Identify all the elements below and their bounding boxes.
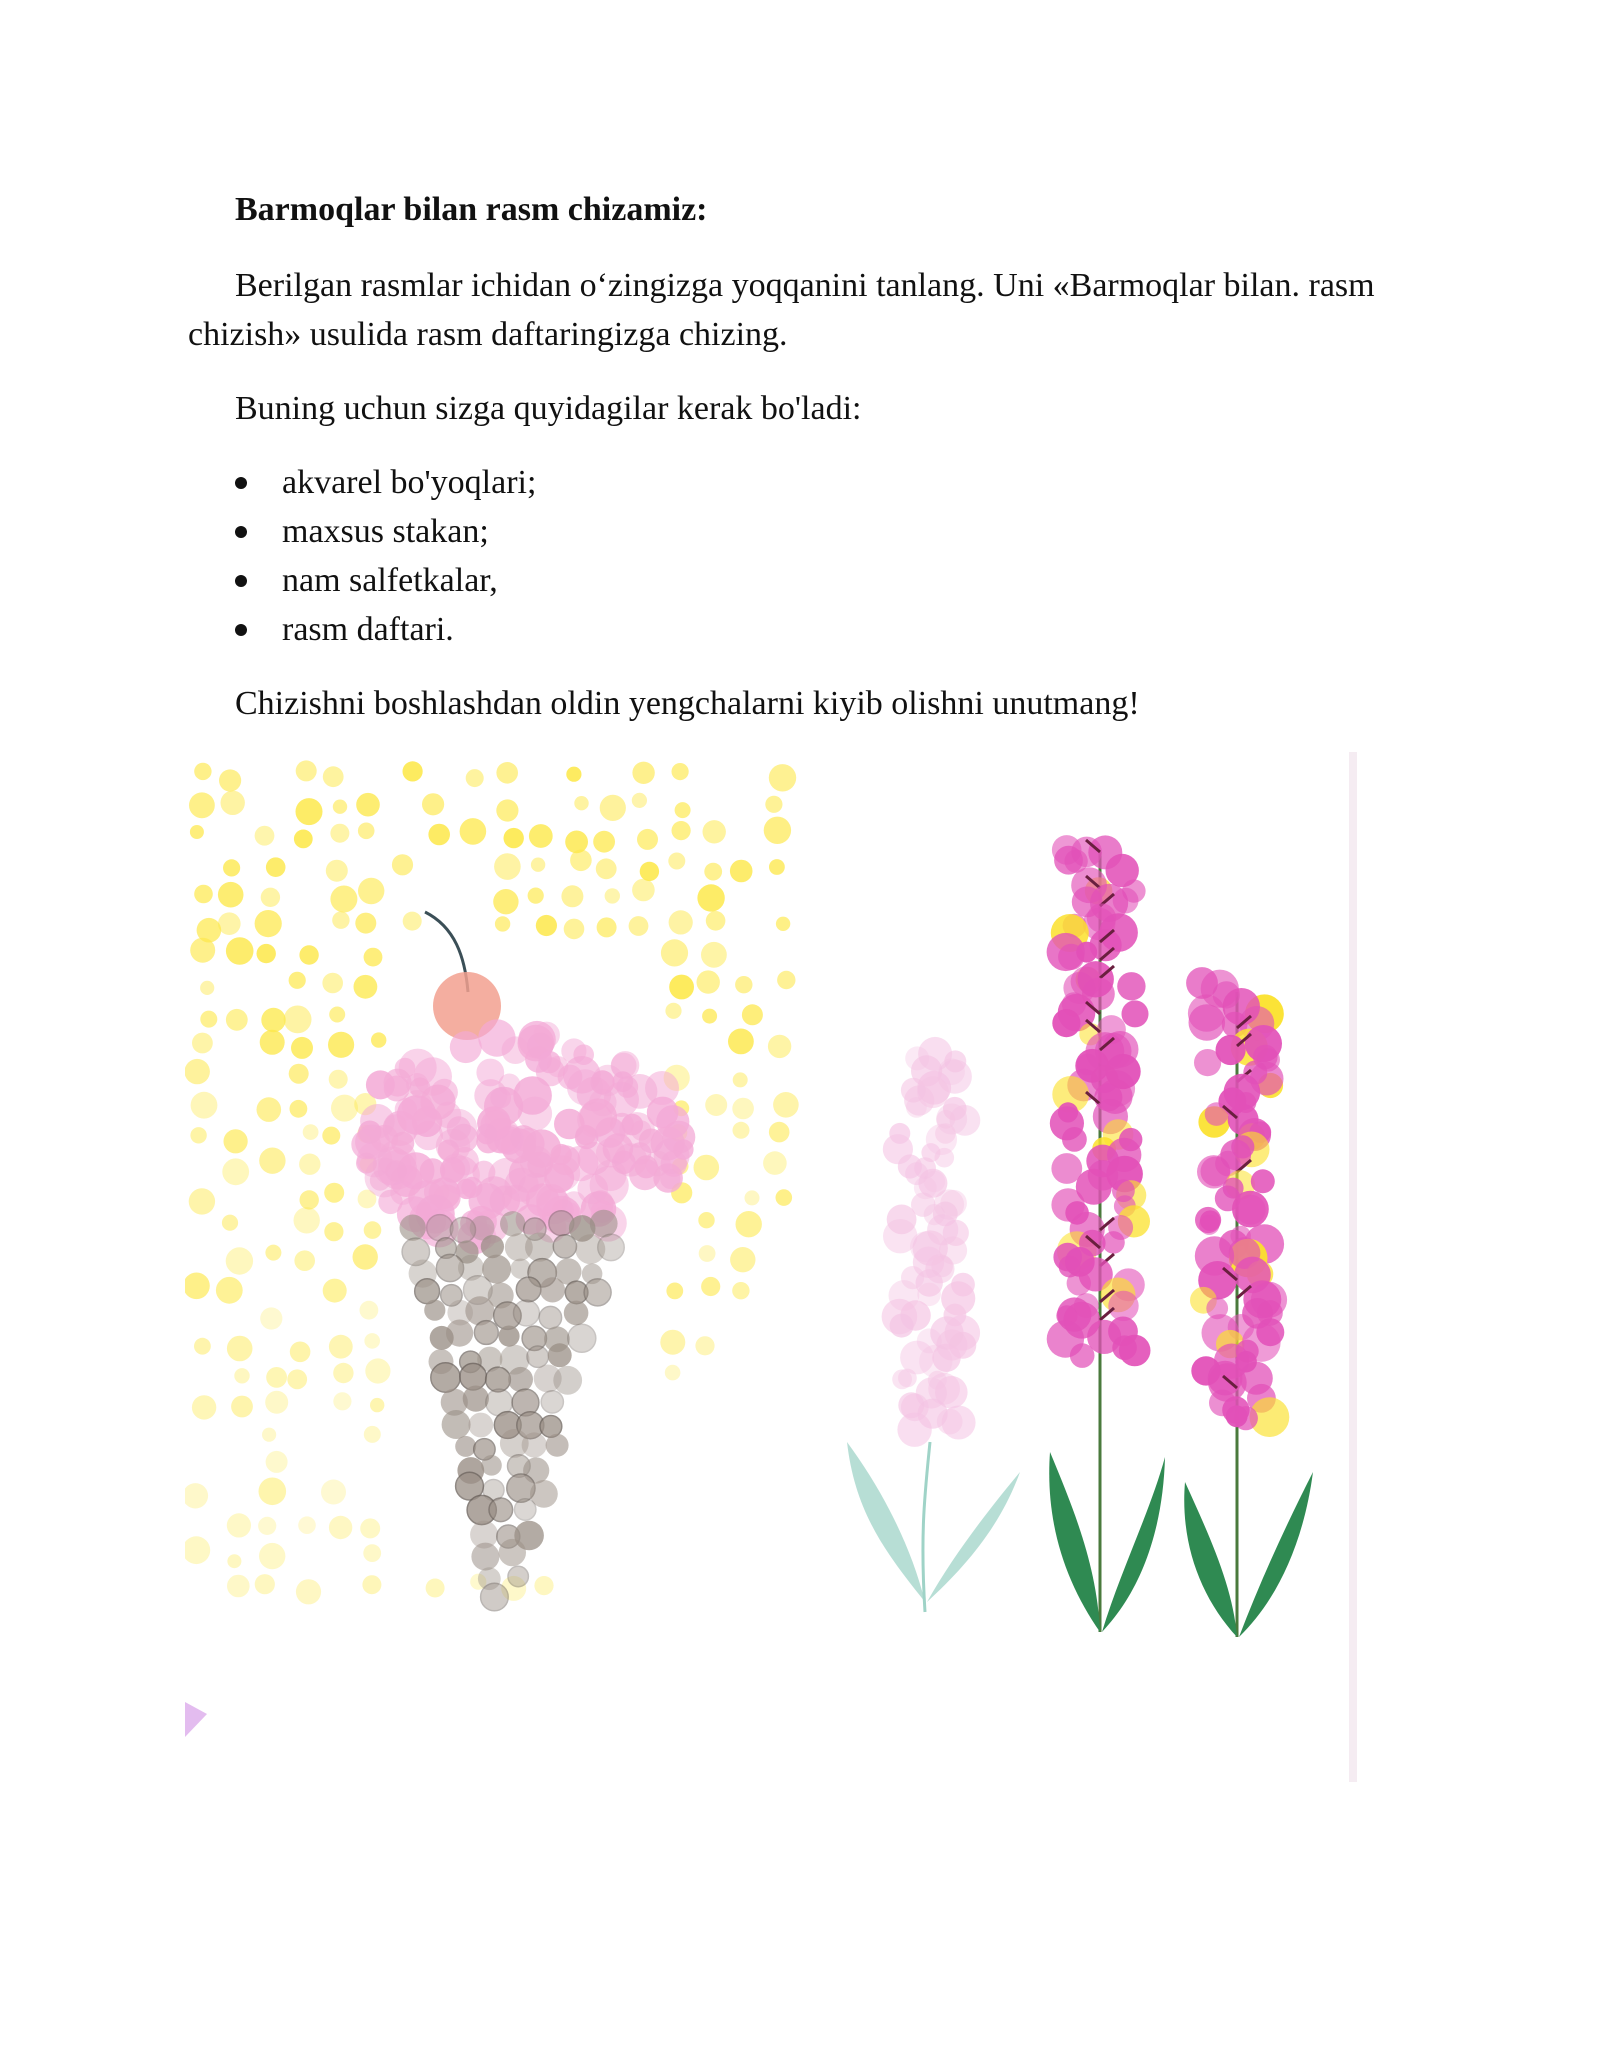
bullet-icon — [235, 526, 247, 538]
instruction-text: Berilgan rasmlar ichidan o‘zingizga yoqqanini tanlang. Uni «Barmoqlar bilan. rasm chizish» usulida rasm daftaringizga chizing. — [188, 267, 1375, 353]
bullet-icon — [235, 477, 247, 489]
faded-flower-icon — [847, 1037, 1020, 1612]
list-item — [235, 556, 536, 605]
instruction-paragraph — [188, 261, 1388, 359]
lavender-flower-icon — [1047, 835, 1165, 1632]
list-item-text: maxsus stakan; — [282, 513, 489, 550]
list-item-text: rasm daftari. — [282, 611, 454, 648]
list-item — [235, 605, 536, 654]
materials-intro-paragraph — [188, 384, 1388, 433]
section-heading: Barmoqlar bilan rasm chizamiz: — [235, 191, 708, 228]
ice-cream-icon — [351, 912, 695, 1611]
list-item-text: nam salfetkalar, — [282, 562, 498, 599]
list-item — [235, 507, 536, 556]
materials-intro-text: Buning uchun sizga quyidagilar kerak bo'ladi: — [235, 390, 862, 427]
lavender-flower-icon — [1184, 967, 1313, 1637]
reminder-paragraph — [188, 679, 1388, 728]
list-item — [235, 458, 536, 507]
fingerpaint-illustration — [185, 752, 1385, 1782]
materials-list — [235, 458, 536, 654]
bullet-icon — [235, 624, 247, 636]
list-item-text: akvarel bo'yoqlari; — [282, 464, 537, 501]
bullet-icon — [235, 575, 247, 587]
reminder-text: Chizishni boshlashdan oldin yengchalarni kiyib olishni unutmang! — [235, 685, 1140, 722]
